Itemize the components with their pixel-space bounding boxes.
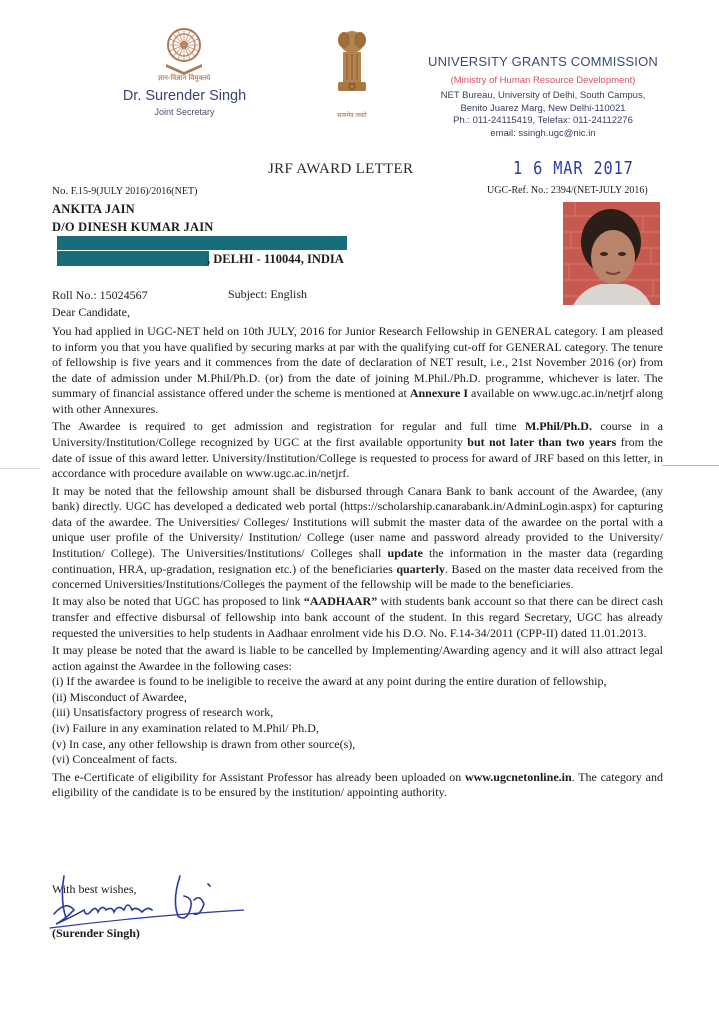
org-phone: Ph.: 011-24115419, Telefax: 011-24112276 <box>453 115 633 126</box>
recipient-parent: D/O DINESH KUMAR JAIN <box>52 220 214 234</box>
org-address-line: NET Bureau, University of Delhi, South Campus, <box>440 90 646 101</box>
letter-body <box>52 324 663 803</box>
ugc-motto: ज्ञान-विज्ञान विमुक्तये <box>157 74 211 82</box>
redacted-address-line-1 <box>57 236 347 250</box>
paragraph-admission: The Awardee is required to get admission and registration for regular and full time M.Phil/Ph.D. course in a University/Institution/College recognized by UGC at the first available opportunity but not later than two years from the date of issue of this award letter. University/Institution/College is requested to process for award of JRF based on this letter, in accordance with procedure available on www.ugc.ac.in/netjrf. <box>52 419 664 481</box>
paragraph-cancellation: It may please be noted that the award is liable to be cancelled by Implementing/Awarding agency and it will also attract legal action against the Awardee in the following cases: <box>52 643 663 673</box>
recipient-name: ANKITA JAIN <box>52 202 135 216</box>
case-item: (i) If the awardee is found to be ineligible to receive the award at any point during the entire duration of fellowship, <box>52 674 607 689</box>
ugc-wheel-icon <box>160 26 208 76</box>
org-ministry: (Ministry of Human Resource Development) <box>450 75 636 86</box>
letter-title: JRF AWARD LETTER <box>268 161 414 177</box>
closing-wishes: With best wishes, <box>52 882 137 896</box>
lion-capital-icon <box>334 28 370 108</box>
org-address-line: Benito Juarez Marg, New Delhi-110021 <box>460 102 626 114</box>
paragraph-ecertificate: The e-Certificate of eligibility for Assistant Professor has already been uploaded on www.ugcnetonline.in. The category and eligibility of the candidate is to be ensured by the institution/ appointing authority. <box>52 769 663 800</box>
officer-title: Joint Secretary <box>154 107 215 117</box>
annexure-link-text: Annexure I <box>409 386 468 401</box>
organisation-block <box>418 54 668 140</box>
case-item: (v) In case, any other fellowship is drawn from other source(s), <box>52 736 356 751</box>
cancellation-cases-list <box>52 674 663 768</box>
ugc-reference: UGC-Ref. No.: 2394/(NET-JULY 2016) <box>487 185 648 196</box>
recipient-address-city: , DELHI - 110044, INDIA <box>207 252 344 266</box>
ugcnetonline-link-text: www.ugcnetonline.in <box>464 769 572 784</box>
case-item: (vi) Concealment of facts. <box>52 752 178 767</box>
candidate-photo <box>563 202 660 305</box>
paragraph-aadhaar: It may also be noted that UGC has proposed to link “AADHAAR” with students bank account so that there can be direct cash transfer and effective disbursal of fellowship into bank account of the student. In this regard Secretary, UGC has already requested the universities to help students in Aadhaar enrolment vide his D.O. No. F.14-34/2011 (CPP-II) dated 11.01.2013. <box>52 594 663 640</box>
portrait-image <box>563 202 660 305</box>
national-emblem <box>334 28 370 90</box>
case-item: (iv) Failure in any examination related to M.Phil/ Ph.D, <box>52 721 319 736</box>
reference-number <box>52 185 197 197</box>
redacted-address-line-2 <box>57 251 209 266</box>
org-email: email: ssingh.ugc@nic.in <box>490 127 596 139</box>
salutation: Dear Candidate, <box>52 305 130 319</box>
officer-name: Dr. Surender Singh <box>122 88 247 104</box>
scan-artifact <box>662 465 719 466</box>
ugc-logo <box>160 26 208 76</box>
roll-number: Roll No.: 15024567 <box>52 288 148 302</box>
org-name: UNIVERSITY GRANTS COMMISSION <box>428 54 658 69</box>
scan-artifact <box>0 468 40 469</box>
emblem-motto: सत्यमेव जयते <box>337 112 367 119</box>
paragraph-disbursal: It may be noted that the fellowship amount shall be disbursed through Canara Bank to bank account of the Awardee, (any bank) directly. UGC has developed a dedicated web portal (https://scholarship.canarabank.in/AdminLogin.aspx) for capturing data of the awardee. The Universities/ Colleges/ Institutions will submit the master data of the awardee on the portal with a unique user profile of the University/ Institution/ College (user name and password already provided to the University/ Institution/ College). The Universities/Institutions/ Colleges shall update the information in the master data (regarding continuation, HRA, up-gradation, resignation etc.) of the beneficiaries quarterly. Based on the master data received from the concerned Universities/Institutions/Colleges the payment of the fellowship will be made to the beneficiaries. <box>52 483 663 592</box>
subject: Subject: English <box>228 287 307 301</box>
signer-name: (Surender Singh) <box>52 926 140 940</box>
date-stamp: 1 6 MAR 2017 <box>513 158 634 179</box>
case-item: (ii) Misconduct of Awardee, <box>52 689 187 704</box>
paragraph-qualification: You had applied in UGC-NET held on 10th JULY, 2016 for Junior Research Fellowship in GENERAL category. I am pleased to inform you that you have qualified by securing marks at par with the qualifying cut-off for GENERAL category. The tenure of fellowship is five years and it commences from the date of declaration of NET result, i.e., 21st November 2016 (or) from the date of admission under M.Phil/Ph.D. (or) from the date of joining M.Phil./Ph.D. programme, whichever is later. The summary of financial assistance offered under the scheme is mentioned at Annexure I available on www.ugc.ac.in/netjrf along with other Annexures. <box>52 324 663 416</box>
reference-value: F.15-9(JULY 2016)/2016(NET) <box>70 186 198 197</box>
case-item: (iii) Unsatisfactory progress of research work, <box>52 705 274 720</box>
reference-label: No. <box>52 185 69 197</box>
org-address <box>418 90 668 140</box>
